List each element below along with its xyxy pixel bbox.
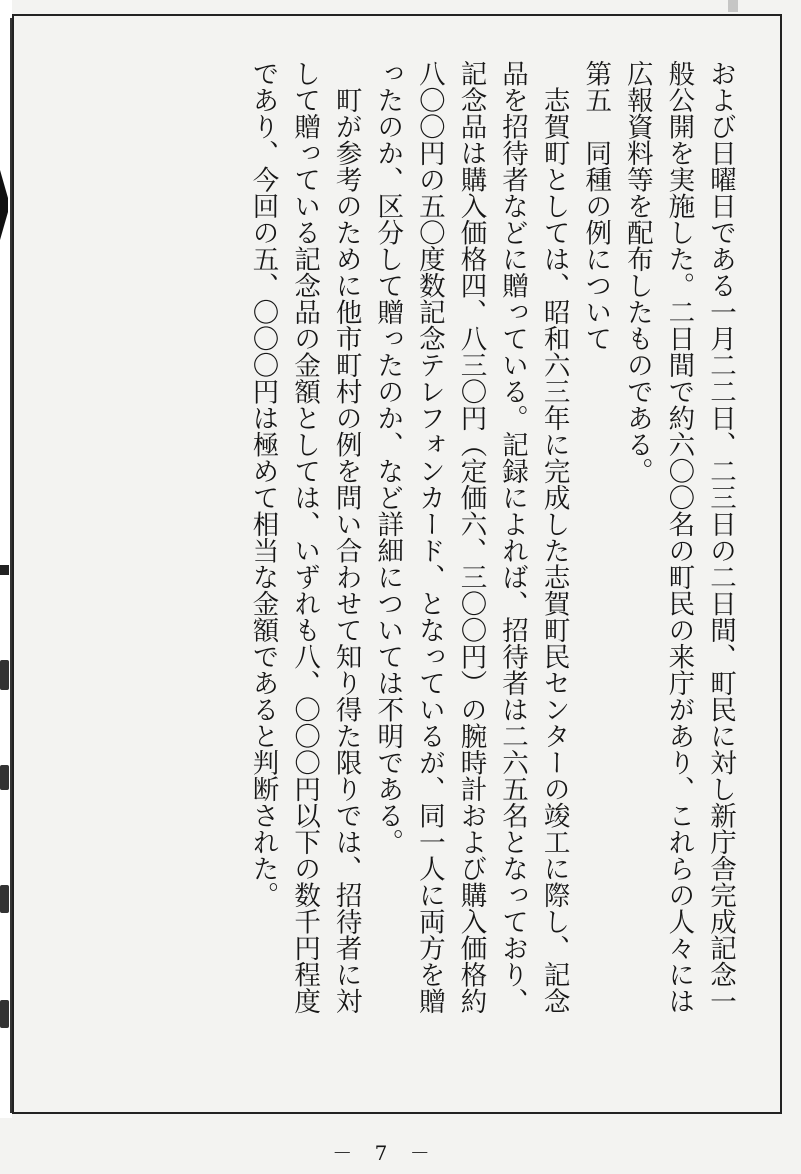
text-line: 八〇〇円の五〇度数記念テレフォンカード、となっているが、同一人に両方を贈 xyxy=(413,60,445,1014)
vertical-body-text xyxy=(121,60,741,1095)
text-line: 広報資料等を配布したものである。 xyxy=(621,60,653,484)
section-heading: 第五 同種の例について xyxy=(580,60,612,352)
adjacent-page-mark xyxy=(0,1000,9,1028)
adjacent-page-mark xyxy=(0,765,9,790)
text-line: ったのか、区分して贈ったのか、など詳細については不明である。 xyxy=(372,60,404,855)
text-line: して贈っている記念品の金額としては、いずれも八、〇〇〇円以下の数千円程度 xyxy=(289,60,321,1014)
adjacent-page-mark xyxy=(0,565,9,575)
text-line: 品を招待者などに贈っている。記録によれば、招待者は二六五名となっており、 xyxy=(497,60,529,1014)
text-line: 記念品は購入価格四、八三〇円（定価六、三〇〇円）の腕時計および購入価格約 xyxy=(455,60,487,1014)
text-line: 町が参考のために他市町村の例を問い合わせて知り得た限りでは、招待者に対 xyxy=(330,60,362,1014)
adjacent-page-mark xyxy=(0,885,9,913)
text-line: および日曜日である一月二二日、二三日の二日間、町民に対し新庁舎完成記念一 xyxy=(705,60,736,1014)
adjacent-page-mark xyxy=(0,660,9,690)
text-line: 般公開を実施した。二日間で約六〇〇名の町民の来庁があり、これらの人々には xyxy=(663,60,695,1014)
page-number: － 7 － xyxy=(332,1141,438,1165)
text-line: であり、今回の五、〇〇〇円は極めて相当な金額であると判断された。 xyxy=(247,60,279,908)
text-line: 志賀町としては、昭和六三年に完成した志賀町民センターの竣工に際し、記念 xyxy=(538,60,570,1014)
scan-artifact xyxy=(728,0,738,12)
